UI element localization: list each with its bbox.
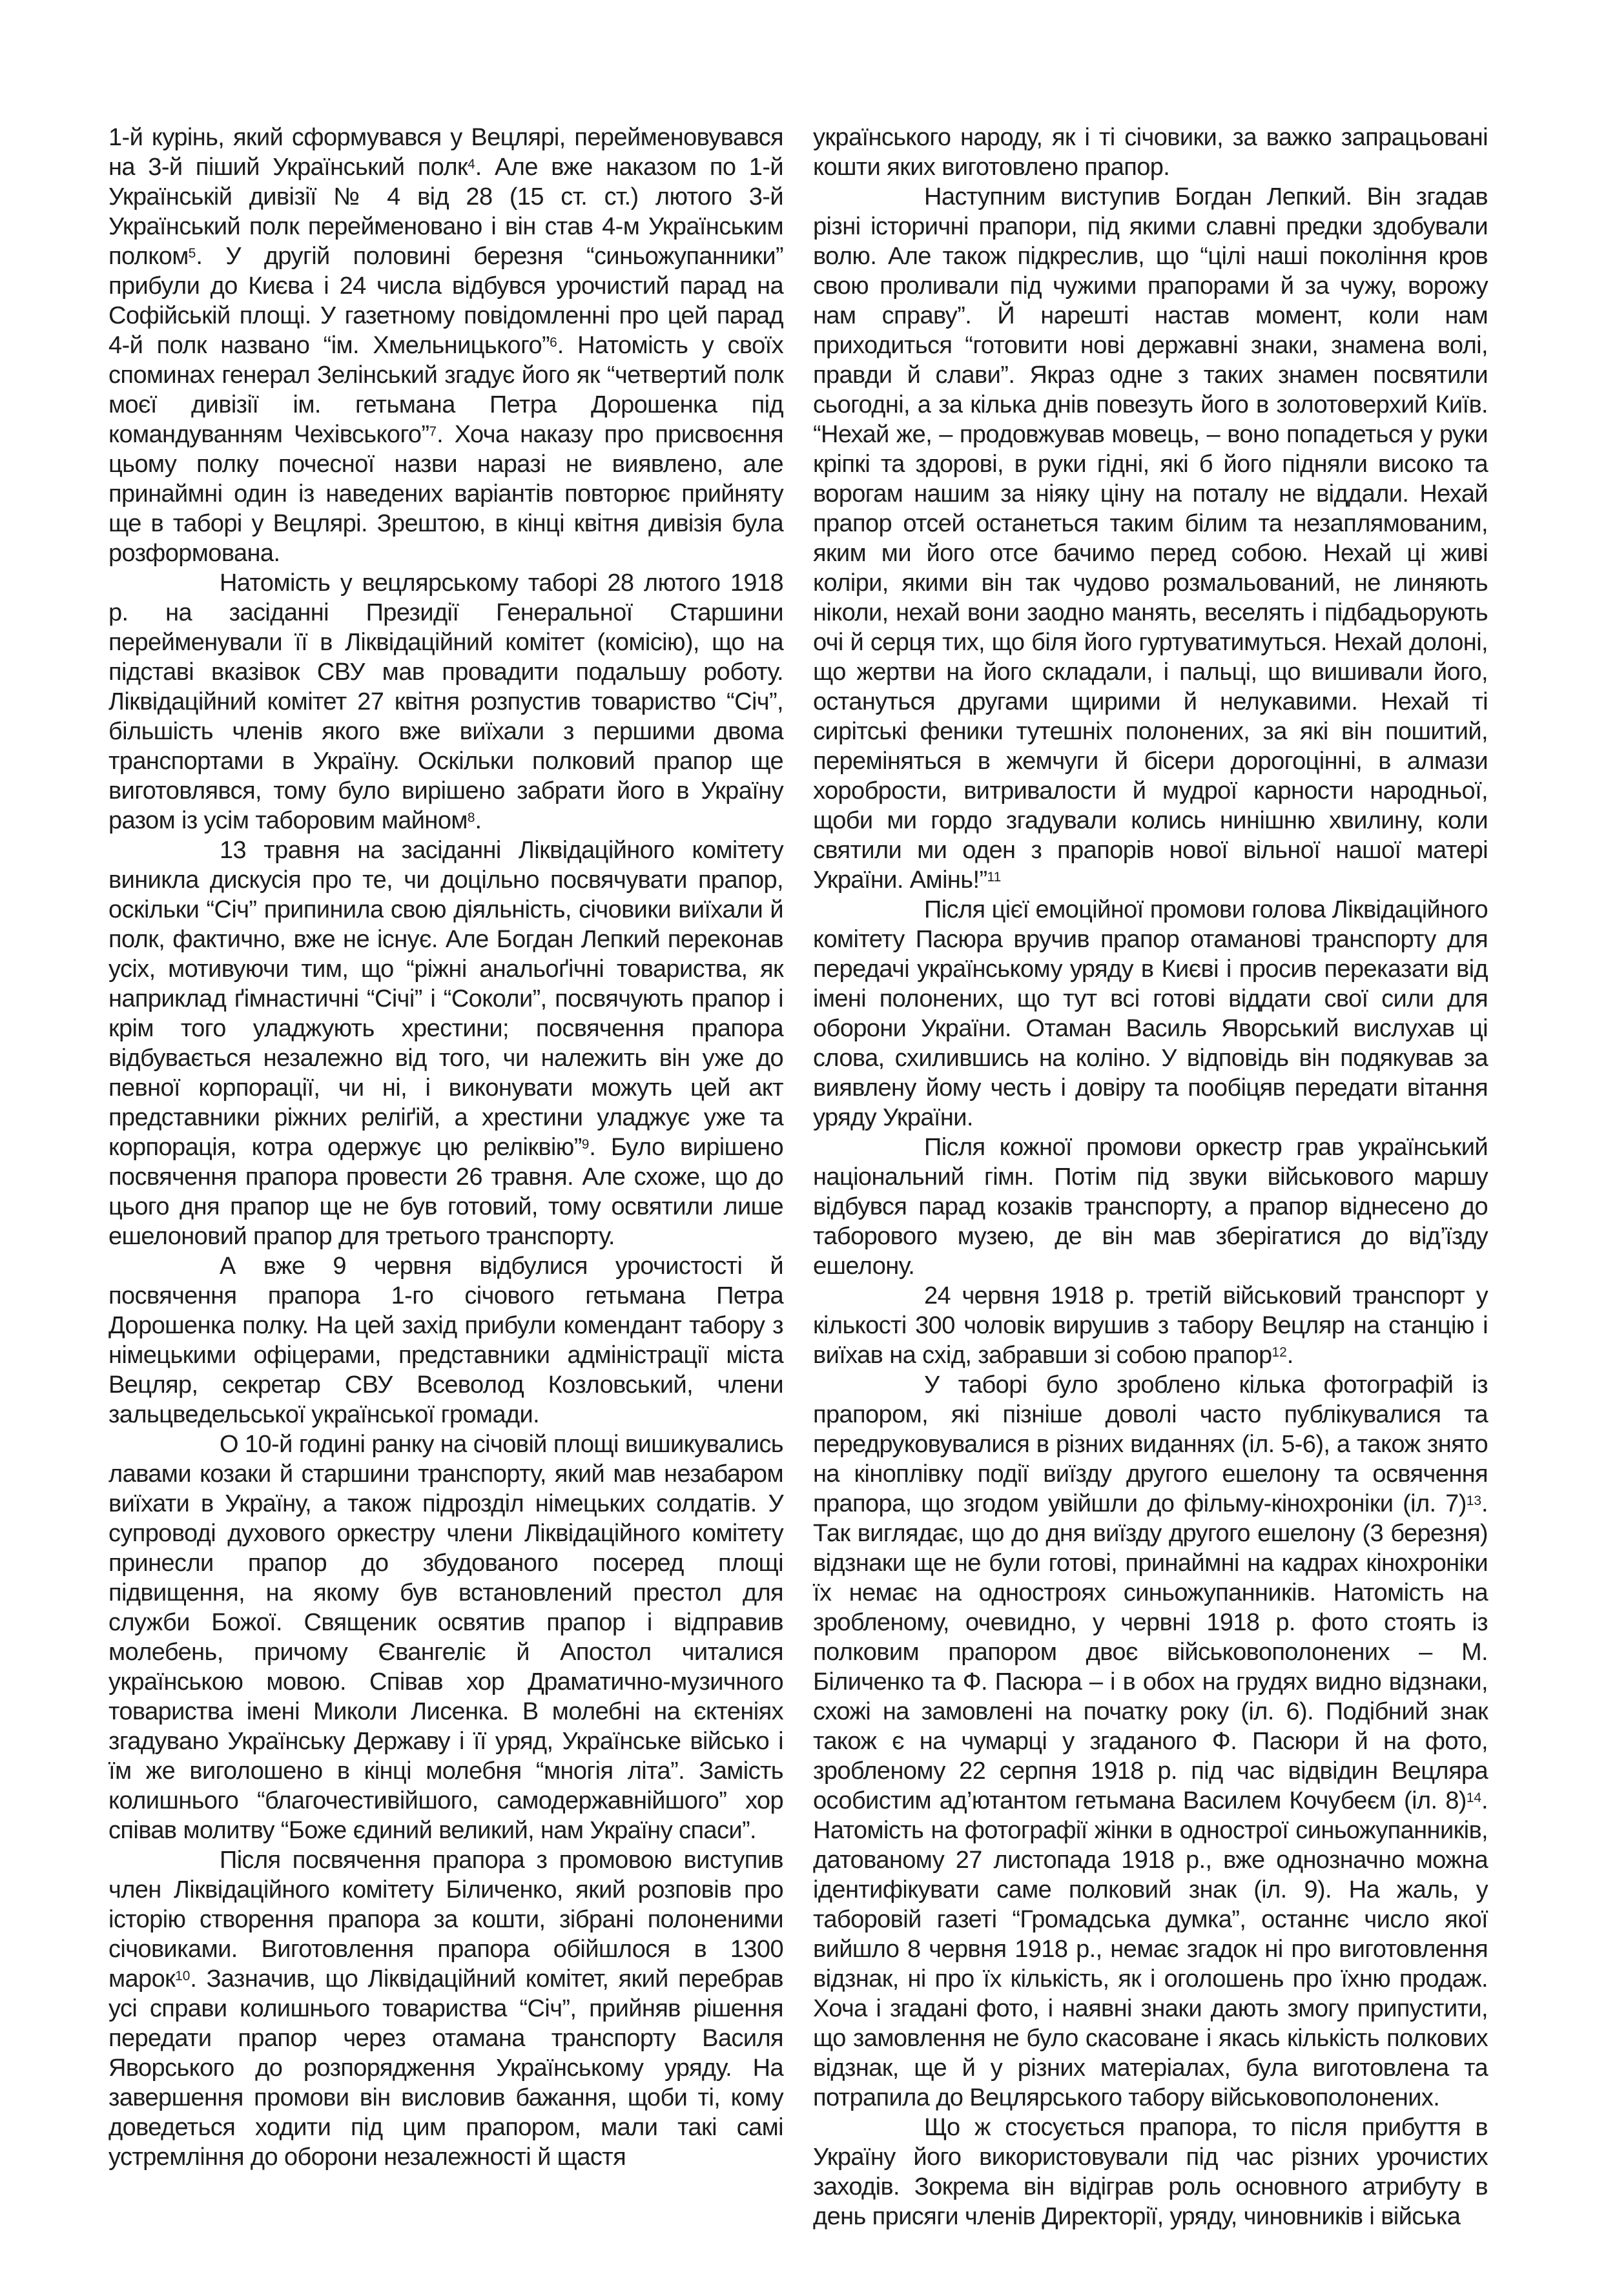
paragraph: 13 травня на засіданні Ліквідаційного комітету виникла дискусія про те, чи доцільно посвячувати прапор, оскільки “Січ” припинила свою діяльність, січовики виїхали й полк, фактично, вже не існує. Але Богдан Лепкий переконав усіх, мотивуючи тим, що “ріжні анальоґічні товариства, як наприклад ґімнастичні “Січі” і “Соколи”, посвячують прапор і крім того уладжують хрестини; посвячення прапора відбувається незалежно від того, чи належить він уже до певної корпорації, чи ні, і виконувати можуть цей акт представники ріжних реліґій, а хрестини уладжує уже та корпорація, котра одержує цю реліквію”$^9$. Було вирішено посвячення прапора провести 26 травня. Але схоже, що до цього дня прапор ще не був готовий, тому освятили лише ешелоновий прапор для третього транспорту. [108, 837, 783, 1250]
text-column-right [813, 123, 1488, 2231]
footnote-marker: 6 [550, 334, 557, 350]
footnote-marker: 9 [581, 1136, 590, 1152]
footnote-marker: 11 [987, 869, 1002, 885]
paragraph: Натомість у вецлярському таборі 28 лютого 1918 р. на засіданні Президії Генеральної Старшини перейменували її в Ліквідаційний комітет (комісію), що на підставі вказівок СВУ мав провадити подальшу роботу. Ліквідаційний комітет 27 квітня розпустив товариство “Січ”, більшість членів якого вже виїхали з першими двома транспортами в Україну. Оскільки полковий прапор ще виготовлявся, тому було вирішено забрати його в Україну разом із усім таборовим майном$^8$. [108, 569, 783, 834]
footnote-marker: 12 [1272, 1344, 1287, 1360]
paragraph: О 10-й годині ранку на січовій площі вишикувались лавами козаки й старшини транспорту, який мав незабаром виїхати в Україну, а також підрозділ німецьких солдатів. У супроводі духового оркестру члени Ліквідаційного комітету принесли прапор до збудованого посеред площі підвищення, на якому був встановлений престол для служби Божої. Священик освятив прапор і відправив молебень, причому Євангеліє й Апостол читалися українською мовою. Співав хор Драматично-музичного товариства імені Миколи Лисенка. В молебні на єктеніях згадувано Українську Державу і її уряд, Українське військо і їм же виголошено в кінці молебня “многія літа”. Замість колишнього “благочестивійшого, самодержавнійшого” хор співав молитву “Боже єдиний великий, нам Україну спаси”. [108, 1431, 783, 1844]
footnote-marker: 8 [467, 810, 475, 825]
text-column-left [108, 123, 783, 2172]
paragraph: Що ж стосується прапора, то після прибуття в Україну його використовували під час різних урочистих заходів. Зокрема він відіграв роль основного атрибуту в день присяги членів Директорії, уряду, чиновників і війська [813, 2114, 1488, 2230]
paragraph: Після цієї емоційної промови голова Ліквідаційного комітету Пасюра вручив прапор отаманові транспорту для передачі українському уряду в Києві і просив переказати від імені полонених, що тут всі готові віддати свої сили для оборони України. Отаман Василь Яворський вислухав ці слова, схилившись на коліно. У відповідь він подякував за виявлену йому честь і довіру та пообіцяв передати вітання уряду України. [813, 896, 1488, 1131]
paragraph: 1-й курінь, який сформувався у Вецлярі, перейменовувався на 3-й піший Український полк$^4$. Але вже наказом по 1-й Українській дивізії № 4 від 28 (15 ст. ст.) лютого 3-й Український полк перейменовано і він став 4-м Українським полком$^5$. У другій половині березня “синьожупанники” прибули до Києва і 24 числа відбувся урочистий парад на Софійській площі. У газетному повідомленні про цей парад 4-й полк названо “ім. Хмельницького”$^6$. Натомість у своїх споминах генерал Зелінський згадує його як “четвертий полк моєї дивізії ім. гетьмана Петра Дорошенка під командуванням Чехівського”$^7$. Хоча наказу про присвоєння цьому полку почесної назви наразі не виявлено, але принаймні один із наведених варіантів повторює прийняту ще в таборі у Вецлярі. Зрештою, в кінці квітня дивізія була розформована. [108, 124, 784, 567]
paragraph: українського народу, як і ті січовики, за важко запрацьовані кошти яких виготовлено прапор. [813, 124, 1488, 181]
paragraph: У таборі було зроблено кілька фотографій із прапором, які пізніше доволі часто публікувалися та передруковувалися в різних виданнях (іл. 5-6), а також знято на кіноплівку події виїзду другого ешелону та освячення прапора, що згодом увійшли до фільму-кінохроніки (іл. 7)$^{13}$. Так виглядає, що до дня виїзду другого ешелону (3 березня) відзнаки ще не були готові, принаймні на кадрах кінохроніки їх немає на одностроях синьожупанників. Натомість на зробленому, очевидно, у червні 1918 р. фото стоять із полковим прапором двоє військовополонених – М. Біличенко та Ф. Пасюра – і в обох на грудях видно відзнаки, схожі на замовлені на початку року (іл. 6). Подібний знак також є на чумарці у згаданого Ф. Пасюри й на фото, зробленому 22 серпня 1918 р. під час відвідин Вецляра особистим ад’ютантом гетьмана Василем Кочубеєм (іл. 8)$^{14}$. Натомість на фотографії жінки в однострої синьожупанників, датованому 27 листопада 1918 р., вже однозначно можна ідентифікувати саме полковий знак (іл. 9). На жаль, у таборовій газеті “Громадська думка”, останнє число якої вийшло 8 червня 1918 р., немає згадок ні про виготовлення відзнак, ні про їх кількість, як і оголошень про їхню продаж. Хоча і згадані фото, і наявні знаки дають змогу припустити, що замовлення не було скасоване і якась кількість полкових відзнак, ще й у різних матеріалах, була виготовлена та потрапила до Вецлярського табору військовополонених. [813, 1371, 1488, 2111]
footnote-marker: 5 [188, 245, 196, 261]
paragraph: А вже 9 червня відбулися урочистості й посвячення прапора 1-го січового гетьмана Петра Дорошенка полку. На цей захід прибули комендант табору з німецькими офіцерами, представники адміністрації міста Вецляр, секретар СВУ Всеволод Козловський, члени зальцведельської української громади. [108, 1253, 783, 1428]
paragraph: 24 червня 1918 р. третій військовий транспорт у кількості 300 чоловік вирушив з табору Вецляр на станцію і виїхав на схід, забравши зі собою прапор$^{12}$. [813, 1282, 1488, 1369]
paragraph: Наступним виступив Богдан Лепкий. Він згадав різні історичні прапори, під якими славні предки здобували волю. Але також підкреслив, що “цілі наші покоління кров свою проливали під чужими прапорами й за чужу, ворожу нам справу”. Й нарешті настав момент, коли нам приходиться “готовити нові державні знаки, знамена волі, правди й слави”. Якраз одне з таких знамен посвятили сьогодні, а за кілька днів повезуть його в золотоверхий Київ. “Нехай же, – продовжував мовець, – воно попадеться у руки кріпкі та здорові, в руки гідні, які б його підняли високо та ворогам нашим за ніяку ціну на поталу не віддали. Нехай прапор отсей останеться таким білим та незаплямованим, яким ми його отсе бачимо перед собою. Нехай ці живі коліри, якими він так чудово розмальований, не линяють ніколи, нехай вони заодно манять, веселять і підбадьорують очі й серця тих, що біля його гуртуватимуться. Нехай долоні, що жертви на його складали, і пальці, що вишивали його, остануться другами щирими й нелукавими. Нехай ті сирітські феники тутешніх полонених, за які він пошитий, переміняться в жемчуги й бісери дорогоцінні, в алмази хоробрости, витривалости й мудрої карности народньої, щоби ми гордо згадували колись нинішню хвилину, коли святили ми оден з прапорів нової вільної нашої матері України. Амінь!”$^{11}$ [813, 183, 1488, 894]
footnote-marker: 13 [1466, 1493, 1482, 1508]
footnote-marker: 14 [1466, 1790, 1482, 1805]
paragraph: Після посвячення прапора з промовою виступив член Ліквідаційного комітету Біличенко, який розповів про історію створення прапора за кошти, зібрані полоненими січовиками. Виготовлення прапора обійшлося в 1300 марок$^{10}$. Зазначив, що Ліквідаційний комітет, який перебрав усі справи колишнього товариства “Січ”, прийняв рішення передати прапор через отамана транспорту Василя Яворського до розпорядження Українському уряду. На завершення промови він висловив бажання, щоби ті, кому доведеться ходити під цим прапором, мали такі самі устремління до оборони незалежності й щастя [108, 1847, 783, 2171]
footnote-marker: 7 [429, 424, 437, 439]
footnote-marker: 4 [468, 156, 475, 172]
text-columns [108, 123, 1488, 2231]
paragraph: Після кожної промови оркестр грав український національний гімн. Потім під звуки військового маршу відбувся парад козаків транспорту, а прапор віднесено до таборового музею, де він мав зберігатися до від’їзду ешелону. [813, 1134, 1488, 1280]
footnote-marker: 10 [175, 1968, 191, 1983]
